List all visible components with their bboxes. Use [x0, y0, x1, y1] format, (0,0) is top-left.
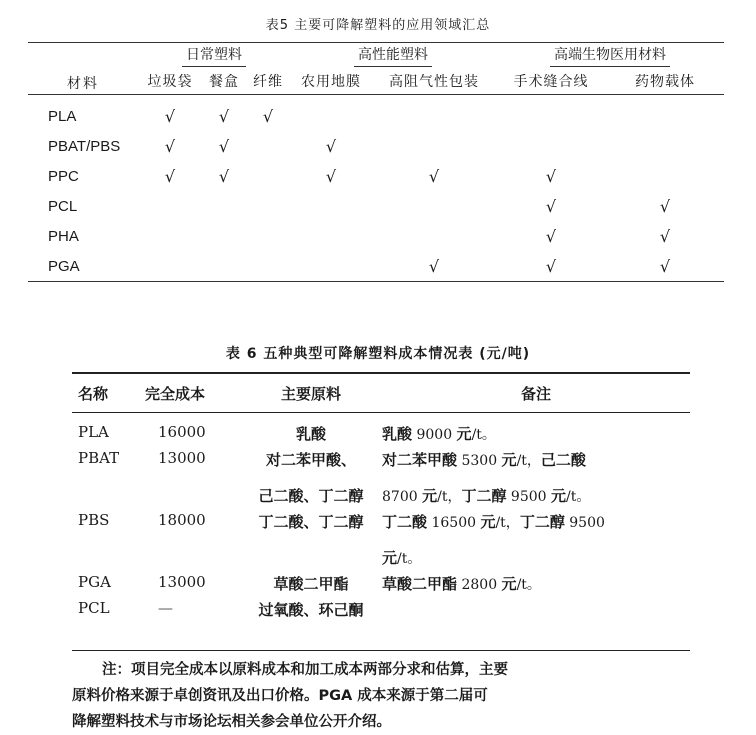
empty-cell [246, 131, 290, 161]
check-mark: √ [428, 256, 440, 276]
table-row [28, 191, 724, 221]
remark-term: 乳酸 [382, 425, 413, 443]
note-line-2: 原料价格来源于卓创资讯及出口价格。PGA 成本来源于第二届可 [72, 688, 488, 704]
remark-term: 己二酸 [540, 451, 586, 469]
table-row [72, 449, 690, 511]
full-cost: 13000 [158, 449, 206, 467]
group-header-biomedical: 高端生物医用材料 [496, 43, 724, 69]
table-row [72, 599, 690, 625]
full-cost: — [158, 599, 173, 617]
remark-line [382, 423, 690, 449]
header-main-materials: 主要原料 [240, 373, 382, 413]
main-materials [240, 413, 382, 450]
remark-term: 元 [551, 487, 567, 505]
remarks [382, 573, 690, 599]
table6-note [72, 650, 690, 735]
remark-term: 元 [456, 425, 472, 443]
material-line: 对二苯甲酸、 [265, 451, 356, 469]
remarks [382, 599, 690, 625]
remark-value: 2800 [457, 577, 502, 593]
remark-value: /t。 [397, 551, 422, 567]
remarks [382, 511, 690, 573]
remark-value: /t， [437, 489, 462, 505]
material-name: PBAT/PBS [48, 137, 121, 155]
material-line: 乳酸 [295, 425, 326, 443]
main-materials [240, 599, 382, 625]
remark-line [382, 547, 690, 573]
plastic-name: PBS [78, 511, 110, 529]
column-header: 垃圾袋 [138, 68, 202, 95]
check-mark: √ [218, 136, 230, 156]
table5-title: 表5 主要可降解塑料的应用领域汇总 [265, 18, 491, 33]
remark-value: 9500 [564, 515, 605, 531]
column-header: 手术缝合线 [496, 68, 606, 95]
empty-cell [496, 131, 606, 161]
material-line: 己二酸、丁二醇 [258, 487, 364, 505]
table-row [28, 95, 724, 132]
table6-header-row [72, 373, 690, 413]
empty-cell [372, 131, 496, 161]
remark-line [382, 573, 690, 599]
remark-term: 丁二酸 [382, 513, 428, 531]
empty-cell [202, 191, 246, 221]
check-mark: √ [545, 196, 557, 216]
table-row [72, 573, 690, 599]
table-row [72, 511, 690, 573]
empty-cell [246, 191, 290, 221]
remark-term: 元 [480, 513, 496, 531]
table-row [28, 131, 724, 161]
header-remarks: 备注 [382, 373, 690, 413]
note-line-3: 降解塑料技术与市场论坛相关参会单位公开介绍。 [72, 714, 391, 730]
check-mark: √ [164, 166, 176, 186]
main-materials [240, 511, 382, 573]
empty-cell [372, 191, 496, 221]
material-name: PLA [48, 107, 77, 125]
table6-title: 表 6 五种典型可降解塑料成本情况表 (元/吨) [225, 346, 531, 362]
remark-term: 丁二醇 [461, 487, 507, 505]
material-name: PCL [48, 197, 78, 215]
material-line: 过氧酸、环己酮 [258, 601, 364, 619]
remark-value: 5300 [457, 453, 502, 469]
material-name: PGA [48, 257, 80, 275]
full-cost: 18000 [158, 511, 206, 529]
check-mark: √ [325, 136, 337, 156]
remark-term: 草酸二甲酯 [382, 575, 458, 593]
plastic-name: PBAT [78, 449, 120, 467]
empty-cell [246, 221, 290, 251]
table-row [28, 221, 724, 251]
empty-cell [290, 251, 372, 282]
check-mark: √ [218, 106, 230, 126]
check-mark: √ [428, 166, 440, 186]
remark-term: 丁二醇 [519, 513, 565, 531]
remark-term: 元 [501, 451, 517, 469]
material-name: PPC [48, 167, 79, 185]
column-header: 高阻气性包装 [372, 68, 496, 95]
table-row [28, 161, 724, 191]
remark-term: 对二苯甲酸 [382, 451, 458, 469]
check-mark: √ [659, 196, 671, 216]
remark-term: 元 [422, 487, 438, 505]
empty-cell [372, 95, 496, 132]
column-header: 纤维 [246, 68, 290, 95]
check-mark: √ [218, 166, 230, 186]
header-full-cost: 完全成本 [144, 373, 240, 413]
empty-cell [290, 221, 372, 251]
empty-cell [290, 191, 372, 221]
remark-value: 9000 [412, 427, 457, 443]
empty-cell [246, 161, 290, 191]
check-mark: √ [164, 106, 176, 126]
remark-value: /t。 [471, 427, 496, 443]
remark-line [382, 485, 690, 511]
check-mark: √ [659, 256, 671, 276]
empty-cell [290, 95, 372, 132]
check-mark: √ [325, 166, 337, 186]
remark-value: /t， [495, 515, 520, 531]
remark-term: 元 [382, 549, 398, 567]
full-cost: 13000 [158, 573, 206, 591]
empty-cell [138, 191, 202, 221]
check-mark: √ [164, 136, 176, 156]
check-mark: √ [545, 166, 557, 186]
plastic-name: PLA [78, 423, 109, 441]
remark-value: /t。 [516, 577, 541, 593]
remark-value: /t， [516, 453, 541, 469]
table5 [28, 42, 724, 282]
column-header: 农用地膜 [290, 68, 372, 95]
check-mark: √ [659, 226, 671, 246]
empty-cell [606, 131, 724, 161]
remarks [382, 449, 690, 511]
empty-cell [496, 95, 606, 132]
remark-term: 元 [501, 575, 517, 593]
empty-cell [372, 221, 496, 251]
remark-value: 16500 [427, 515, 481, 531]
plastic-name: PGA [78, 573, 111, 591]
empty-cell [138, 221, 202, 251]
check-mark: √ [545, 256, 557, 276]
remarks [382, 413, 690, 450]
table5-group-header-row [28, 43, 724, 69]
empty-cell [138, 251, 202, 282]
check-mark: √ [545, 226, 557, 246]
remark-value: 9500 [506, 489, 551, 505]
table-row [28, 251, 724, 282]
remark-value: 8700 [382, 489, 423, 505]
remark-value: /t。 [566, 489, 591, 505]
main-materials [240, 573, 382, 599]
full-cost: 16000 [158, 423, 206, 441]
header-name: 名称 [72, 373, 144, 413]
material-line: 丁二酸、丁二醇 [258, 513, 364, 531]
material-name: PHA [48, 227, 79, 245]
empty-cell [202, 251, 246, 282]
check-mark: √ [262, 106, 274, 126]
table6 [72, 372, 690, 625]
remark-line [382, 511, 690, 547]
plastic-name: PCL [78, 599, 110, 617]
empty-cell [202, 221, 246, 251]
column-header: 药物载体 [606, 68, 724, 95]
empty-cell [606, 95, 724, 132]
remark-line [382, 449, 690, 485]
note-line-1: 注：项目完全成本以原料成本和加工成本两部分求和估算，主要 [102, 662, 508, 678]
column-header: 餐盒 [202, 68, 246, 95]
empty-cell [606, 161, 724, 191]
material-header: 材料 [28, 43, 138, 95]
empty-cell [246, 251, 290, 282]
group-header-high-performance: 高性能塑料 [290, 43, 496, 69]
group-header-daily: 日常塑料 [138, 43, 290, 69]
material-line: 草酸二甲酯 [273, 575, 349, 593]
main-materials [240, 449, 382, 511]
table-row [72, 413, 690, 450]
